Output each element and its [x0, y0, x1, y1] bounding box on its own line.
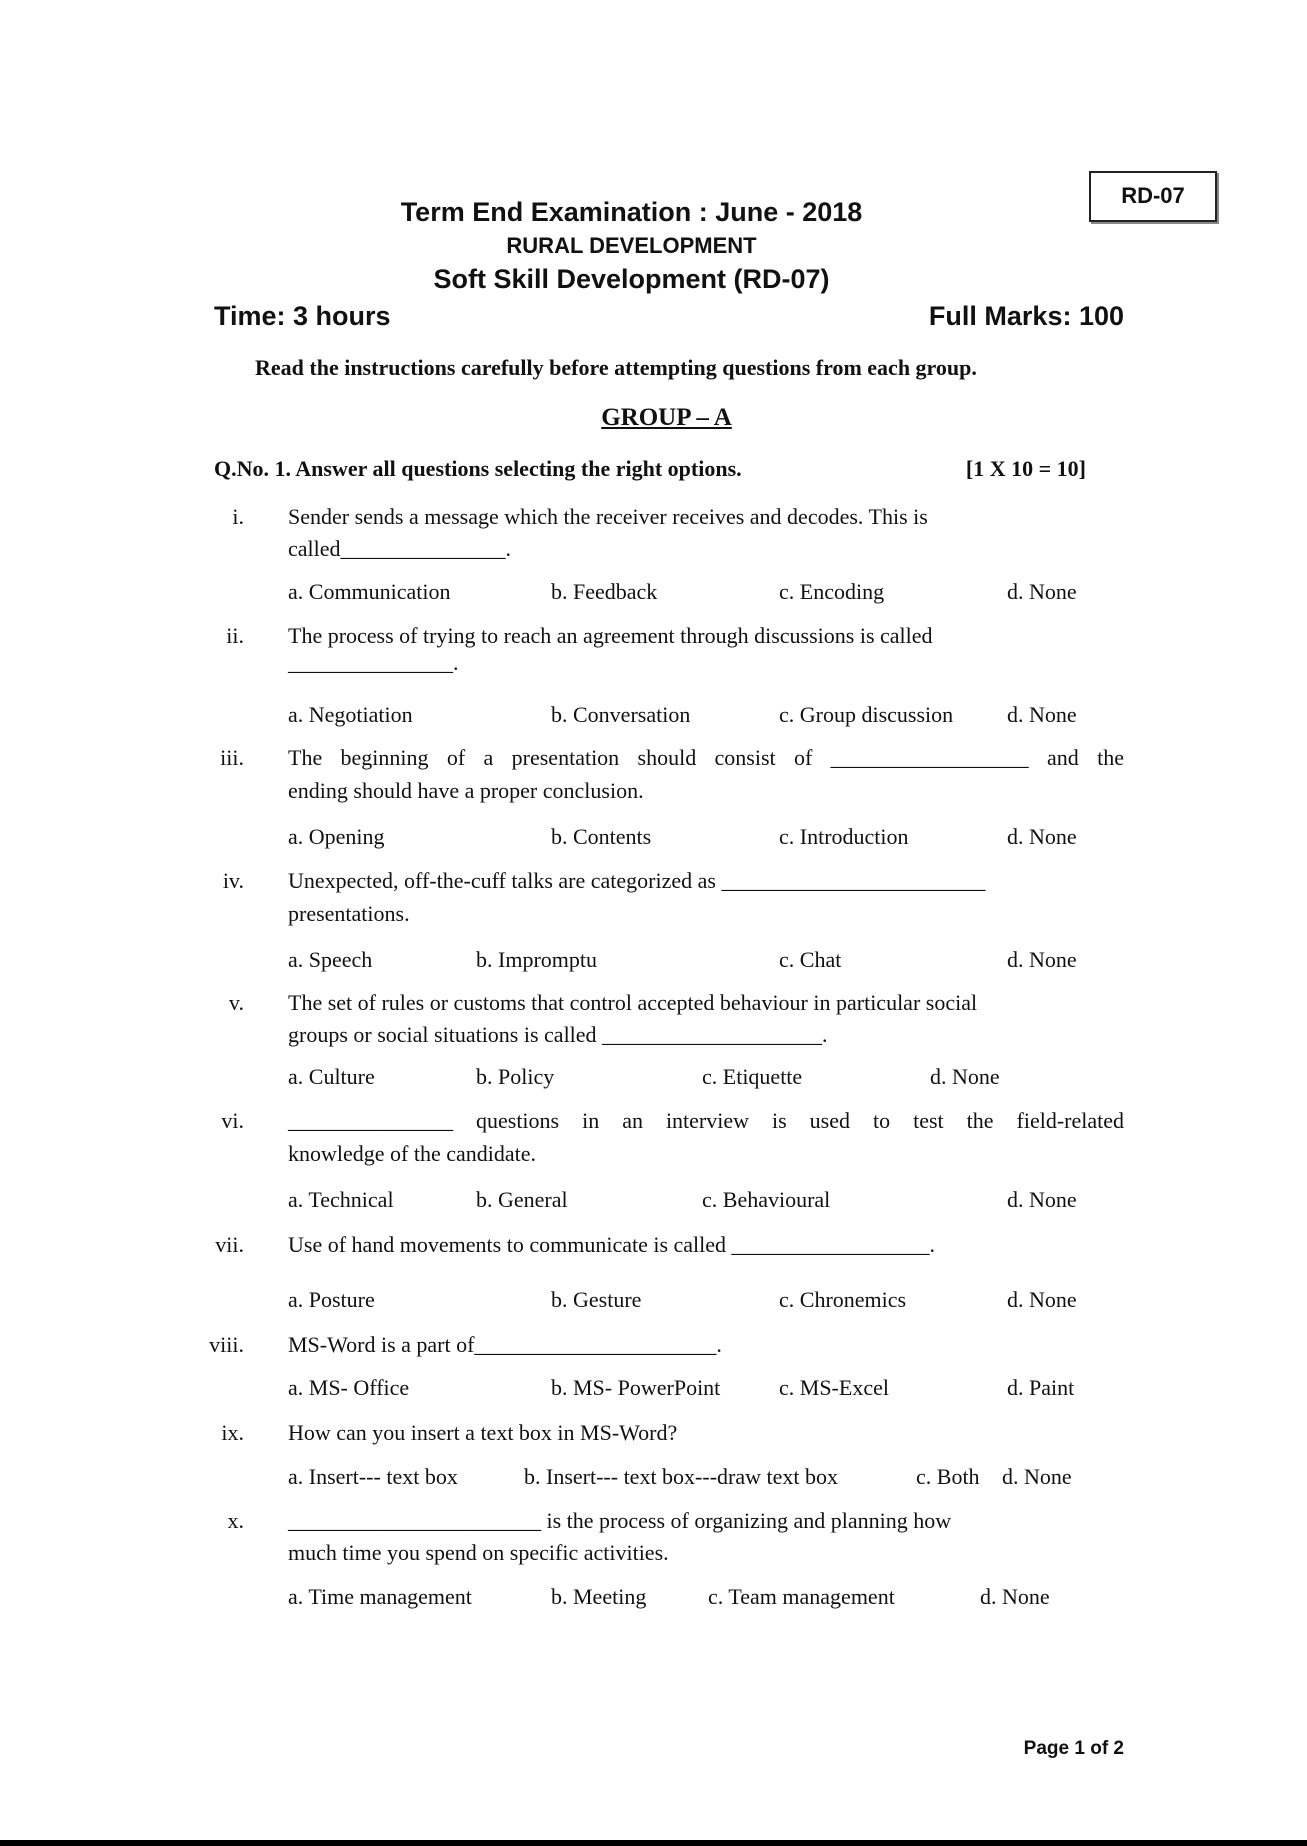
question-number: ii. [226, 623, 244, 648]
question-number: iv. [222, 868, 244, 893]
question-text: much time you spend on specific activities. [288, 1540, 669, 1565]
answer-option: c. Both [916, 1464, 980, 1489]
answer-option: d. None [1007, 824, 1077, 849]
answer-option: d. None [1002, 1464, 1072, 1489]
answer-option: a. Insert--- text box [288, 1464, 458, 1489]
question-text: _______________ questions in an interview is used to test the field-related [288, 1108, 1124, 1133]
answer-option: a. Posture [288, 1287, 375, 1312]
answer-option: a. Technical [288, 1187, 394, 1212]
answer-option: d. None [980, 1584, 1050, 1609]
question-text: How can you insert a text box in MS-Word? [288, 1420, 678, 1445]
question-text: knowledge of the candidate. [288, 1141, 537, 1166]
answer-option: b. Meeting [551, 1584, 647, 1609]
answer-option: d. None [1007, 702, 1077, 727]
question-text: _______________________ is the process of organizing and planning how [288, 1508, 952, 1533]
answer-option: a. Time management [288, 1584, 472, 1609]
question-marks: [1 X 10 = 10] [965, 456, 1086, 481]
question-number: iii. [220, 745, 244, 770]
question-text: groups or social situations is called ____________________. [288, 1022, 828, 1047]
answer-option: b. Policy [476, 1064, 555, 1089]
answer-option: b. Impromptu [476, 947, 597, 972]
answer-option: a. Negotiation [288, 702, 413, 727]
answer-option: b. MS- PowerPoint [551, 1375, 721, 1400]
question-number: vi. [221, 1108, 244, 1133]
time-allowed: Time: 3 hours [214, 301, 391, 331]
paper-code: RD-07 [1121, 183, 1185, 208]
question-number: vii. [215, 1232, 244, 1257]
answer-option: d. None [1007, 579, 1077, 604]
exam-title: Term End Examination : June - 2018 [400, 197, 863, 227]
answer-option: a. Opening [288, 824, 385, 849]
question-text: MS-Word is a part of______________________. [288, 1332, 722, 1357]
answer-option: a. Communication [288, 579, 451, 604]
page-number: Page 1 of 2 [1023, 1738, 1124, 1759]
group-title: GROUP – A [601, 404, 732, 431]
answer-option: d. None [1007, 947, 1077, 972]
question-text: _______________. [288, 650, 459, 675]
answer-option: a. MS- Office [288, 1375, 410, 1400]
instructions: Read the instructions carefully before attempting questions from each group. [255, 355, 977, 380]
question-number: viii. [209, 1332, 244, 1357]
course-title: Soft Skill Development (RD-07) [433, 264, 830, 294]
answer-option: d. None [930, 1064, 1000, 1089]
answer-option: b. Conversation [551, 702, 691, 727]
question-text: ending should have a proper conclusion. [288, 778, 644, 803]
answer-option: c. Behavioural [702, 1187, 831, 1212]
answer-option: a. Speech [288, 947, 373, 972]
question-heading: Q.No. 1. Answer all questions selecting the right options. [214, 456, 742, 481]
question-number: ix. [221, 1420, 244, 1445]
answer-option: c. MS-Excel [779, 1375, 889, 1400]
question-text: Sender sends a message which the receiver receives and decodes. This is [288, 504, 928, 529]
answer-option: c. Chronemics [779, 1287, 907, 1312]
answer-option: c. Group discussion [779, 702, 954, 727]
scan-border [0, 1840, 1307, 1846]
answer-option: c. Encoding [779, 579, 885, 604]
question-text: called_______________. [288, 536, 512, 561]
question-text: The set of rules or customs that control accepted behaviour in particular social [288, 990, 978, 1015]
question-text: Use of hand movements to communicate is called __________________. [288, 1232, 936, 1257]
answer-option: c. Etiquette [702, 1064, 803, 1089]
answer-option: b. Insert--- text box---draw text box [524, 1464, 839, 1489]
answer-option: b. Contents [551, 824, 652, 849]
question-text: presentations. [288, 901, 410, 926]
subject-title: RURAL DEVELOPMENT [506, 233, 757, 258]
question-number: x. [227, 1508, 244, 1533]
answer-option: d. Paint [1007, 1375, 1075, 1400]
question-text: The beginning of a presentation should consist of __________________ and the [288, 745, 1124, 770]
question-text: The process of trying to reach an agreement through discussions is called [288, 623, 933, 648]
answer-option: c. Introduction [779, 824, 909, 849]
question-number: v. [228, 990, 244, 1015]
answer-option: b. General [476, 1187, 568, 1212]
question-text: Unexpected, off-the-cuff talks are categorized as ________________________ [288, 868, 986, 893]
answer-option: d. None [1007, 1287, 1077, 1312]
answer-option: d. None [1007, 1187, 1077, 1212]
question-number: i. [232, 504, 244, 529]
answer-option: b. Gesture [551, 1287, 642, 1312]
full-marks: Full Marks: 100 [928, 301, 1124, 331]
answer-option: a. Culture [288, 1064, 375, 1089]
answer-option: c. Chat [779, 947, 842, 972]
answer-option: c. Team management [708, 1584, 895, 1609]
answer-option: b. Feedback [551, 579, 658, 604]
